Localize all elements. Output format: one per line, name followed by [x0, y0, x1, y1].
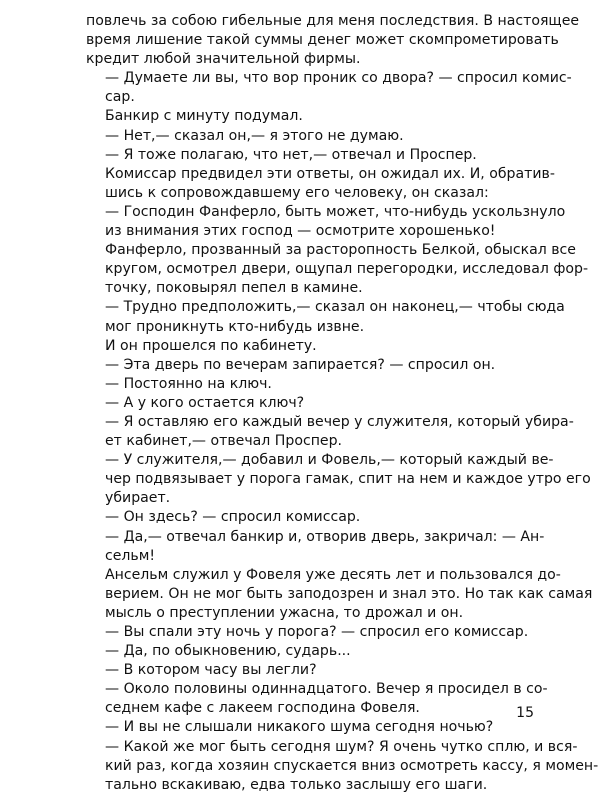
text-line: — Какой же мог быть сегодня шум? Я очень чутко сплю, и вся- [105, 738, 578, 755]
text-line: седнем кафе с лакеем господина Фовеля. [105, 700, 420, 717]
paragraph [86, 203, 566, 241]
text-line: мог проникнуть кто-нибудь извне. [105, 318, 365, 335]
text-line: — Господин Фанферло, быть может, что-нибудь ускользнуло [105, 203, 566, 220]
paragraph [86, 413, 574, 451]
paragraph [86, 107, 538, 126]
text-line: верием. Он не мог быть заподозрен и знал это. Но так как самая [105, 585, 593, 602]
text-line: — Вы спали эту ночь у порога? — спросил его комиссар. [105, 624, 529, 640]
paragraph [86, 165, 555, 203]
text-line: И он прошелся по кабинету. [105, 337, 317, 354]
text-line: — Около половины одиннадцатого. Вечер я просидел в со- [105, 681, 548, 698]
text-line: мысль о преступлении ужасна, то дрожал и он. [105, 604, 464, 621]
text-line: повлечь за собою гибельные для меня последствия. В настоящее [86, 13, 580, 29]
paragraph [86, 127, 538, 146]
paragraph [86, 566, 593, 623]
paragraph [86, 451, 591, 508]
paragraph [86, 642, 538, 661]
text-line: Ансельм служил у Фовеля уже десять лет и пользовался до- [105, 566, 561, 583]
text-line: кий раз, когда хозяин спускается вниз осмотреть кассу, я момен- [105, 757, 599, 774]
paragraph [86, 337, 538, 356]
paragraph [86, 718, 538, 737]
text-line: сар. [105, 89, 135, 106]
text-line: точку, поковырял пепел в камине. [105, 280, 363, 297]
text-line: — И вы не слышали никакого шума сегодня ночью? [105, 719, 494, 736]
text-line: — А у кого остается ключ? [105, 394, 305, 411]
paragraph [86, 623, 538, 642]
text-line: шись к сопровождавшему его человеку, он сказал: [105, 184, 489, 201]
text-line: — Да, по обыкновению, сударь... [105, 643, 351, 660]
paragraph [86, 680, 548, 718]
text-line: — Я тоже полагаю, что нет,— отвечал и Проспер. [105, 146, 477, 163]
paragraph [86, 508, 538, 527]
text-line: Комиссар предвидел эти ответы, он ожидал их. И, обратив- [105, 165, 555, 182]
paragraph [86, 738, 599, 795]
paragraph [86, 528, 545, 566]
text-line: чер подвязывает у порога гамак, спит на нем и каждое утро его [105, 471, 591, 488]
text-line: время лишение такой суммы денег может скомпрометировать [86, 32, 559, 49]
text-line: кругом, осмотрел двери, ощупал перегородки, исследовал фор- [105, 261, 589, 278]
text-line: — Я оставляю его каждый вечер у служителя, который убира- [105, 413, 574, 430]
paragraph [86, 356, 538, 375]
page-number: 15 [516, 705, 534, 721]
text-line: кредит любой значительной фирмы. [86, 51, 361, 68]
paragraph [86, 146, 538, 165]
text-line: — Постоянно на ключ. [105, 375, 272, 392]
paragraph [86, 241, 589, 298]
paragraph [86, 12, 580, 69]
page-text [86, 12, 599, 795]
text-line: сельм! [105, 547, 156, 564]
paragraph [86, 661, 538, 680]
paragraph [86, 375, 538, 394]
text-line: — Эта дверь по вечерам запирается? — спросил он. [105, 356, 496, 373]
paragraph [86, 298, 565, 336]
text-line: Фанферло, прозванный за расторопность Белкой, обыскал все [105, 242, 576, 259]
text-line: тально вскакиваю, едва только заслышу его шаги. [105, 776, 488, 793]
paragraph [86, 394, 538, 413]
text-line: — У служителя,— добавил и Фовель,— который каждый ве- [105, 452, 554, 469]
text-line: — Трудно предположить,— сказал он наконец,— чтобы сюда [105, 299, 565, 316]
text-line: убирает. [105, 490, 171, 507]
text-line: — Он здесь? — спросил комиссар. [105, 509, 361, 526]
text-line: — Нет,— сказал он,— я этого не думаю. [105, 127, 404, 144]
text-line: — Думаете ли вы, что вор проник со двора? — спросил комис- [105, 70, 572, 87]
paragraph [86, 69, 572, 107]
text-line: ет кабинет,— отвечал Проспер. [105, 433, 342, 450]
text-line: — В котором часу вы легли? [105, 662, 317, 679]
text-line: Банкир с минуту подумал. [105, 108, 303, 125]
text-line: — Да,— отвечал банкир и, отворив дверь, закричал: — Ан- [105, 528, 545, 545]
text-line: из внимания этих господ — осмотрите хорошенько! [105, 223, 496, 240]
